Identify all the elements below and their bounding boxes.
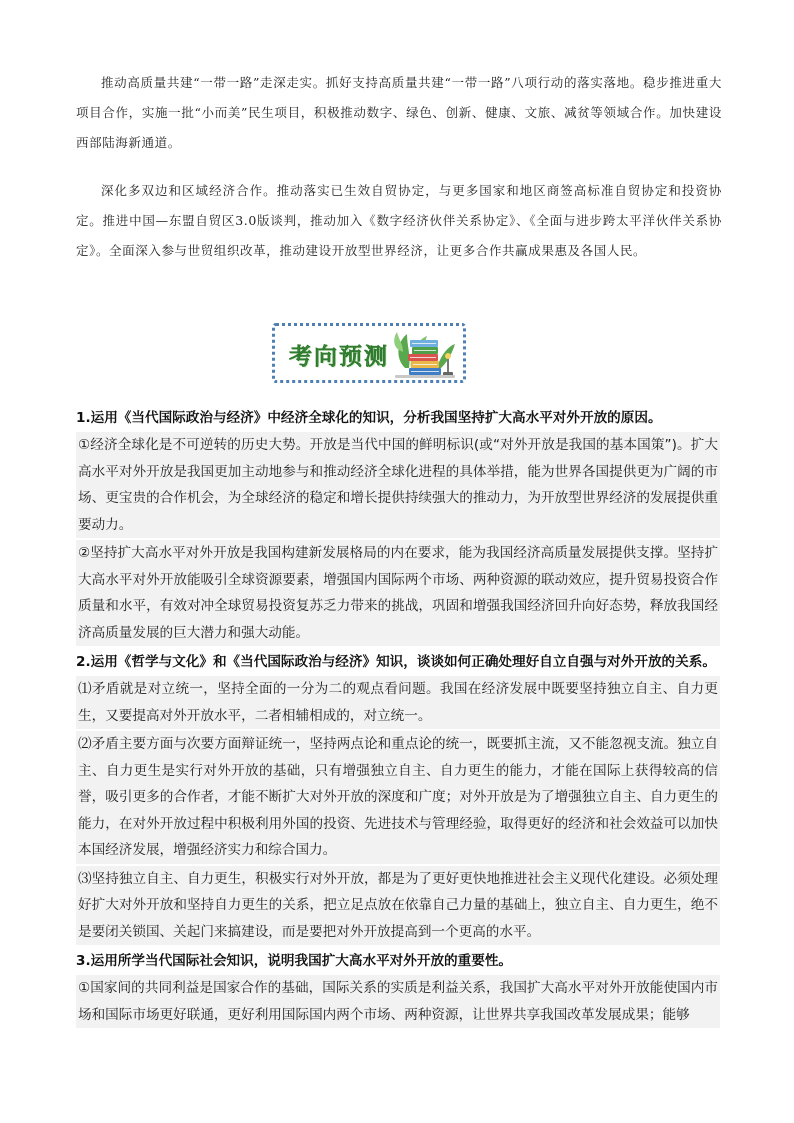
answer-paragraph: ⑵矛盾主要方面与次要方面辩证统一，坚持两点论和重点论的统一，既要抓主流，又不能忽视支流。独立自主、自力更生是实行对外开放的基础，只有增强独立自主、自力更生的能力，才能在国际上获得较高的信誉，吸引更多的合作者，才能不断扩大对外开放的深度和广度；对外开放是为了增强独立自主、自力更生的能力，在对外开放过程中积极利用外国的投资、先进技术与管理经验，取得更好的经济和社会效益可以加快本国经济发展，增强经济实力和综合国力。 bbox=[76, 731, 720, 864]
intro-paragraph-1: 推动高质量共建“一带一路”走深走实。抓好支持高质量共建“一带一路”八项行动的落实落地。稳步推进重大项目合作，实施一批“小而美”民生项目，积极推动数字、绿色、创新、健康、文旅、减贫等领域合作。加快建设西部陆海新通道。 bbox=[76, 75, 722, 150]
answer-paragraph: ②坚持扩大高水平对外开放是我国构建新发展格局的内在要求，能为我国经济高质量发展提供支撑。坚持扩大高水平对外开放能吸引全球资源要素，增强国内国际两个市场、两种资源的联动效应，提升贸易投资合作质量和水平，有效对冲全球贸易投资复苏乏力带来的挑战，巩固和增强我国经济回升向好态势，释放我国经济高质量发展的巨大潜力和强大动能。 bbox=[76, 540, 720, 646]
question-title: 3.运用所学当代国际社会知识，说明我国扩大高水平对外开放的重要性。 bbox=[76, 953, 513, 969]
answer-paragraph: ①国家间的共同利益是国家合作的基础，国际关系的实质是利益关系，我国扩大高水平对外开放能使国内市场和国际市场更好联通，更好利用国际国内两个市场、两种资源，让世界共享我国改革发展成果；能够 bbox=[76, 975, 720, 1028]
section-banner bbox=[272, 323, 466, 383]
question-title: 1.运用《当代国际政治与经济》中经济全球化的知识，分析我国坚持扩大高水平对外开放的原因。 bbox=[76, 410, 662, 426]
books-plant-icon bbox=[391, 328, 457, 380]
answer-paragraph: ⑴矛盾就是对立统一，坚持全面的一分为二的观点看问题。我国在经济发展中既要坚持独立自主、自力更生，又要提高对外开放水平，二者相辅相成的，对立统一。 bbox=[76, 676, 720, 729]
answer-paragraph: ①经济全球化是不可逆转的历史大势。开放是当代中国的鲜明标识(或“对外开放是我国的基本国策”)。扩大高水平对外开放是我国更加主动地参与和推动经济全球化进程的具体举措，能为世界各国提供更为广阔的市场、更宝贵的合作机会，为全球经济的稳定和增长提供持续强大的推动力，为开放型世界经济的发展提供重要动力。 bbox=[76, 432, 720, 538]
question-title: 2.运用《哲学与文化》和《当代国际政治与经济》知识，谈谈如何正确处理好自立自强与对外开放的关系。 bbox=[76, 654, 716, 670]
banner-title: 考向预测 bbox=[289, 344, 389, 370]
questions-section bbox=[76, 402, 720, 1028]
answer-paragraph: ⑶坚持独立自主、自力更生，积极实行对外开放，都是为了更好更快地推进社会主义现代化建设。必须处理好扩大对外开放和坚持自力更生的关系，把立足点放在依靠自己力量的基础上，独立自主、自力更生，绝不是要闭关锁国、关起门来搞建设，而是要把对外开放提高到一个更高的水平。 bbox=[76, 866, 720, 946]
intro-paragraph-2: 深化多双边和区域经济合作。推动落实已生效自贸协定，与更多国家和地区商签高标准自贸协定和投资协定。推进中国—东盟自贸区3.0版谈判，推动加入《数字经济伙伴关系协定》、《全面与进步跨太平洋伙伴关系协定》。全面深入参与世贸组织改革，推动建设开放型世界经济，让更多合作共赢成果惠及各国人民。 bbox=[76, 183, 722, 258]
